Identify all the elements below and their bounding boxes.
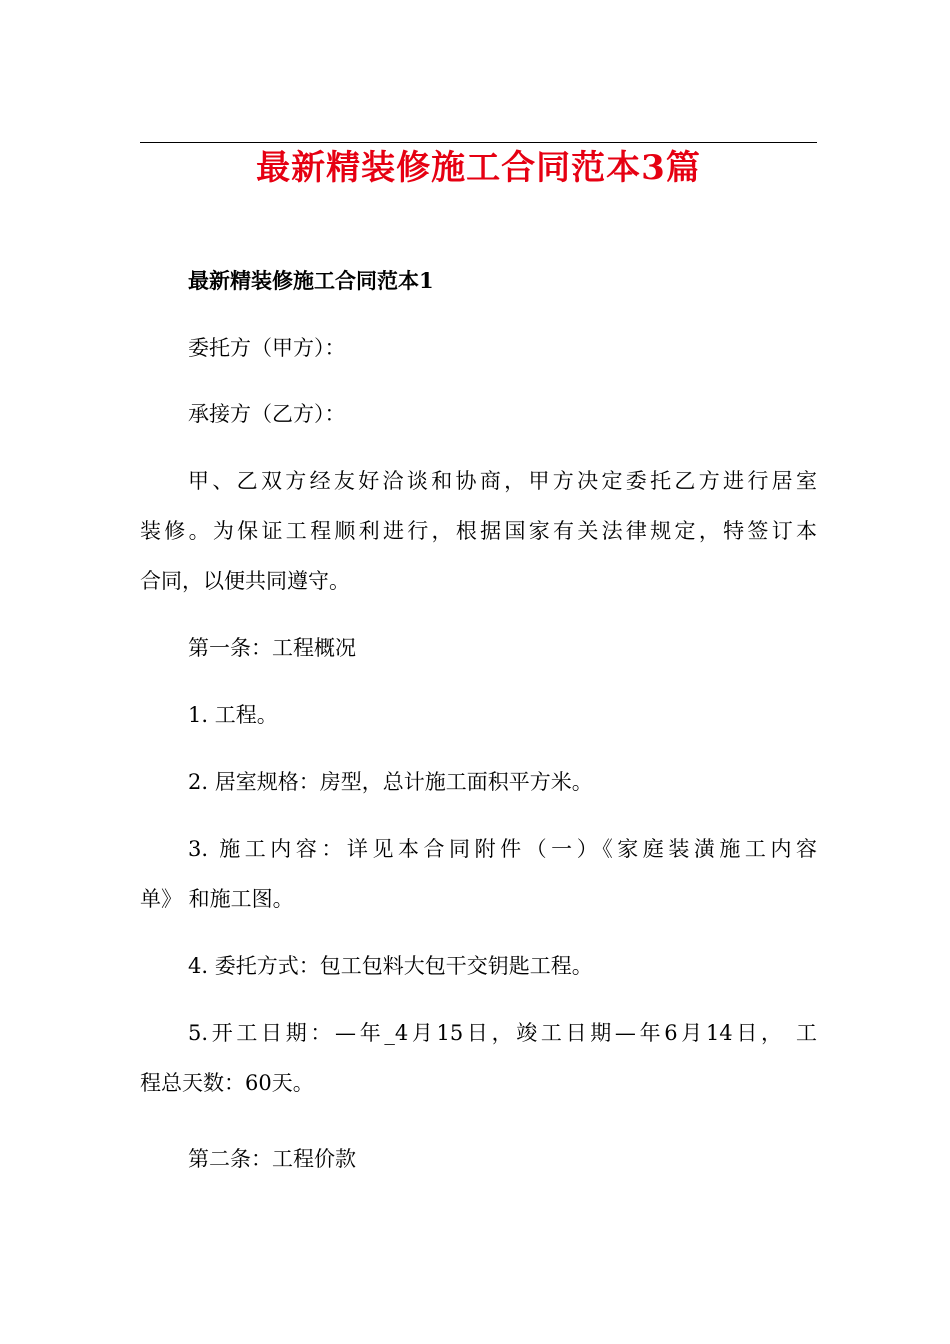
item-2: 2. 居室规格：房型，总计施工面积平方米。 xyxy=(188,770,593,794)
article-2-heading: 第二条：工程价款 xyxy=(188,1147,356,1171)
item-5-line-1: 5.开工日期：—年_4月15日，竣工日期—年6月14日， 工 xyxy=(188,1021,817,1045)
item-3 xyxy=(140,824,817,924)
party-a-line: 委托方（甲方）： xyxy=(188,336,346,360)
item-4: 4. 委托方式：包工包料大包干交钥匙工程。 xyxy=(188,954,593,978)
item-1: 1. 工程。 xyxy=(188,703,278,727)
intro-line-1: 甲、乙双方经友好洽谈和协商，甲方决定委托乙方进行居室 xyxy=(188,469,817,493)
intro-paragraph xyxy=(140,456,817,606)
intro-line-2: 装修。为保证工程顺利进行，根据国家有关法律规定，特签订本 xyxy=(140,519,817,543)
item-5-line-2: 程总天数：60天。 xyxy=(140,1071,314,1095)
party-b-line: 承接方（乙方）： xyxy=(188,402,346,426)
document-title: 最新精装修施工合同范本3篇 xyxy=(256,148,701,188)
intro-line-3: 合同，以便共同遵守。 xyxy=(140,569,350,593)
article-1-heading: 第一条：工程概况 xyxy=(188,636,356,660)
item-5 xyxy=(140,1008,817,1108)
item-3-line-2: 单》 和施工图。 xyxy=(140,887,294,911)
item-3-line-1: 3. 施工内容：详见本合同附件（一）《家庭装潢施工内容 xyxy=(188,837,817,861)
section-title: 最新精装修施工合同范本1 xyxy=(188,268,434,293)
